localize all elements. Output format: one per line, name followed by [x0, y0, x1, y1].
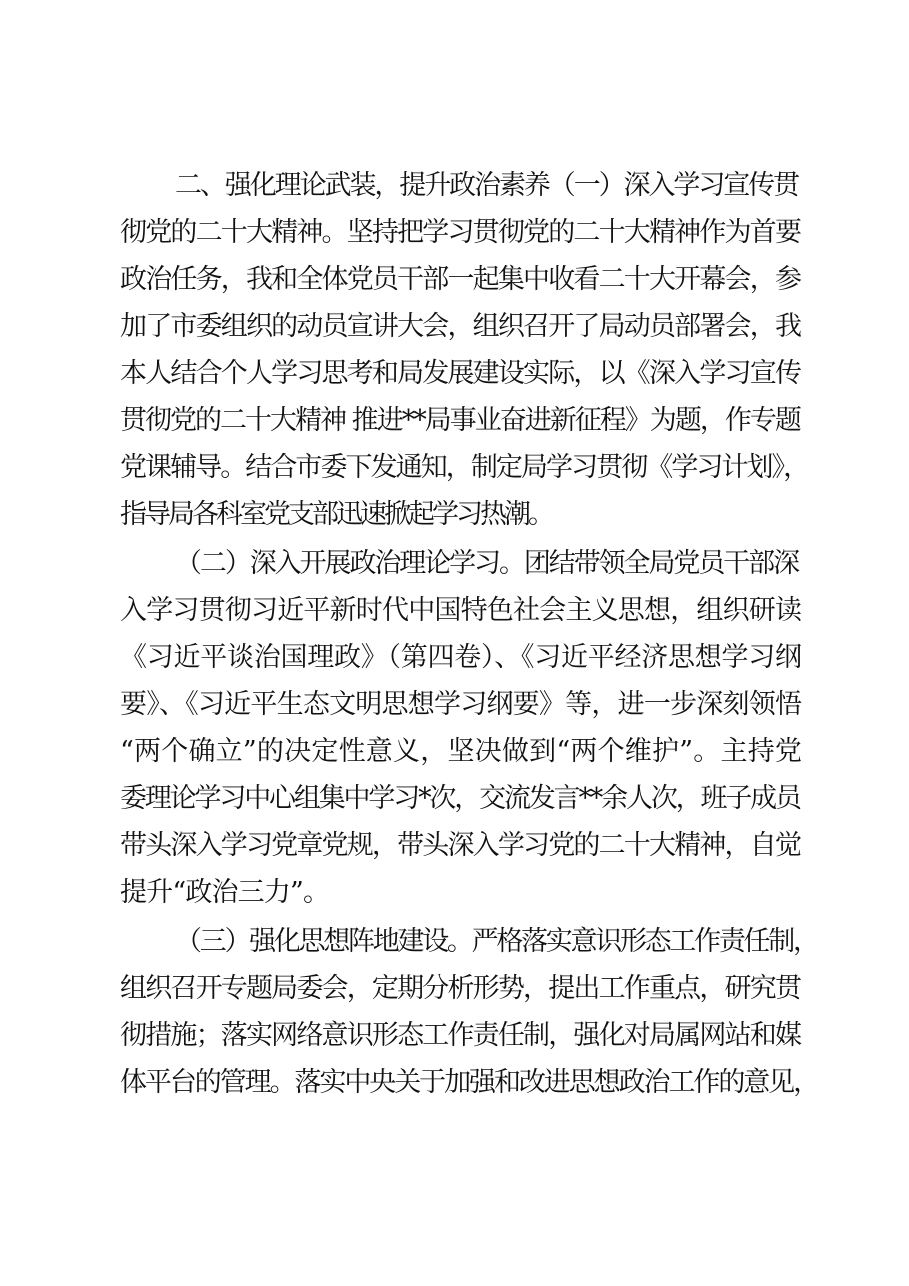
line-text: 《习近平谈治国理政》（第四卷）、《习近平经济思想学习纲 [120, 642, 802, 673]
text-line [0, 544, 909, 584]
line-text: 组织召开专题局委会，定期分析形势，提出工作重点，研究贯 [120, 973, 801, 1004]
text-line [0, 969, 909, 1009]
line-text: “两个确立”的决定性意义，坚决做到“两个维护”。主持党 [120, 736, 803, 767]
text-line [0, 638, 909, 678]
text-line [0, 401, 909, 441]
text-line [0, 732, 909, 772]
text-line [0, 685, 909, 725]
text-line [0, 1016, 909, 1056]
line-text: 政治任务，我和全体党员干部一起集中收看二十大开幕会，参 [120, 264, 801, 295]
line-text: 要》、《习近平生态文明思想学习纲要》等，进一步深刻领悟 [120, 689, 802, 720]
text-line [0, 922, 909, 962]
text-line [0, 873, 909, 913]
line-text: 加了市委组织的动员宣讲大会，组织召开了局动员部署会，我 [120, 311, 801, 342]
line-text: （三）强化思想阵地建设。严格落实意识形态工作责任制， [175, 926, 818, 957]
line-text: 体平台的管理。落实中央关于加强和改进思想政治工作的意见， [120, 1067, 819, 1098]
line-text: 带头深入学习党章党规，带头深入学习党的二十大精神，自觉 [120, 830, 801, 861]
text-line [0, 591, 909, 631]
line-text: 入学习贯彻习近平新时代中国特色社会主义思想，组织研读 [120, 595, 802, 626]
line-text: 党课辅导。结合市委下发通知，制定局学习贯彻《学习计划》， [120, 452, 809, 483]
text-line [0, 260, 909, 300]
line-text: 委理论学习中心组集中学习*次，交流发言**余人次，班子成员 [120, 783, 800, 814]
text-line [0, 354, 909, 394]
line-text: 提升“政治三力”。 [120, 877, 330, 908]
text-line [0, 448, 909, 488]
text-line [0, 495, 909, 535]
line-text: 指导局各科室党支部迅速掀起学习热潮。 [120, 499, 552, 530]
line-text: 二、强化理论武装，提升政治素养（一）深入学习宣传贯 [175, 170, 798, 201]
line-text: 彻党的二十大精神。坚持把学习贯彻党的二十大精神作为首要 [120, 217, 801, 248]
text-line [0, 779, 909, 819]
line-text: （二）深入开展政治理论学习。团结带领全局党员干部深 [175, 548, 798, 579]
text-line [0, 1063, 909, 1103]
line-text: 本人结合个人学习思考和局发展建设实际，以《深入学习宣传 [120, 358, 801, 389]
line-text: 彻措施；落实网络意识形态工作责任制，强化对局属网站和媒 [120, 1020, 801, 1051]
text-line [0, 166, 909, 206]
text-line [0, 213, 909, 253]
text-line [0, 307, 909, 347]
line-text: 贯彻党的二十大精神 推进**局事业奋进新征程》为题，作专题 [120, 405, 800, 436]
text-line [0, 826, 909, 866]
